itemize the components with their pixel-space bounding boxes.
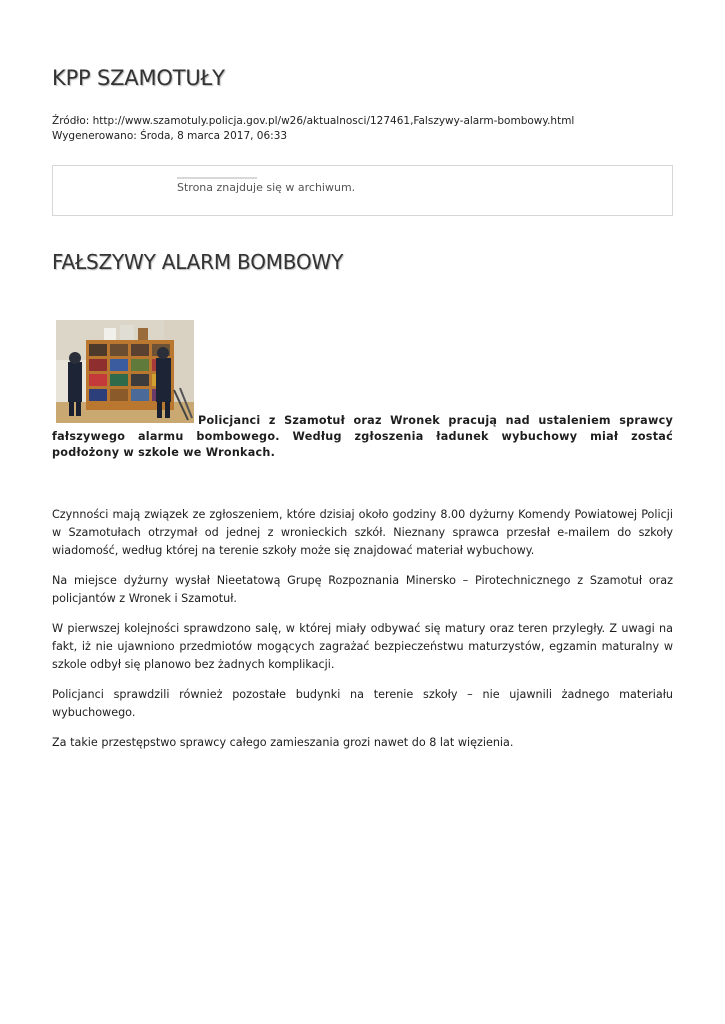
article-lead-section [52,320,673,461]
article-paragraph: Policjanci sprawdzili również pozostałe budynki na terenie szkoły – nie ujawnili żadnego materiału wybuchowego. [52,688,673,719]
article-paragraph: Na miejsce dyżurny wysłał Nieetatową Grupę Rozpoznania Minersko – Pirotechnicznego z Szamotuł oraz policjantów z Wronek i Szamotuł. [52,574,673,605]
archive-notice: Strona znajduje się w archiwum. [177,181,356,194]
article-title: FAŁSZYWY ALARM BOMBOWY [52,250,344,274]
article-paragraph: Czynności mają związek ze zgłoszeniem, które dzisiaj około godziny 8.00 dyżurny Komendy Powiatowej Policji w Szamotułach otrzymał od jednej z wronieckich szkół. Nieznany sprawca przesłał e-mailem do szkoły wiadomość, według której na terenie szkoły może się znajdować materiał wybuchowy. [52,508,673,557]
archive-notice-box [52,165,673,216]
article-paragraph: Za takie przestępstwo sprawcy całego zamieszania grozi nawet do 8 lat więzienia. [52,736,514,749]
article-body [52,506,673,764]
article-photo [56,320,194,423]
generated-line: Wygenerowano: Środa, 8 marca 2017, 06:33 [52,130,288,142]
archive-divider [177,177,257,179]
source-line: Źródło: http://www.szamotuly.policja.gov.pl/w26/aktualnosci/127461,Falszywy-alarm-bombowy.html [52,115,575,127]
document-meta [52,114,574,144]
police-search-photo [56,320,194,423]
article-paragraph: W pierwszej kolejności sprawdzono salę, w której miały odbywać się matury oraz teren przyległy. Z uwagi na fakt, iż nie ujawniono przedmiotów mogących zagrażać bezpieczeństwu maturzystów, egzamin maturalny w szkole odbył się planowo bez żadnych komplikacji. [52,622,673,671]
site-title: KPP SZAMOTUŁY [52,66,225,90]
article-lead: Policjanci z Szamotuł oraz Wronek pracują nad ustaleniem sprawcy fałszywego alarmu bombowego. Według zgłoszenia ładunek wybuchowy miał zostać podłożony w szkole we Wronkach. [52,414,673,459]
